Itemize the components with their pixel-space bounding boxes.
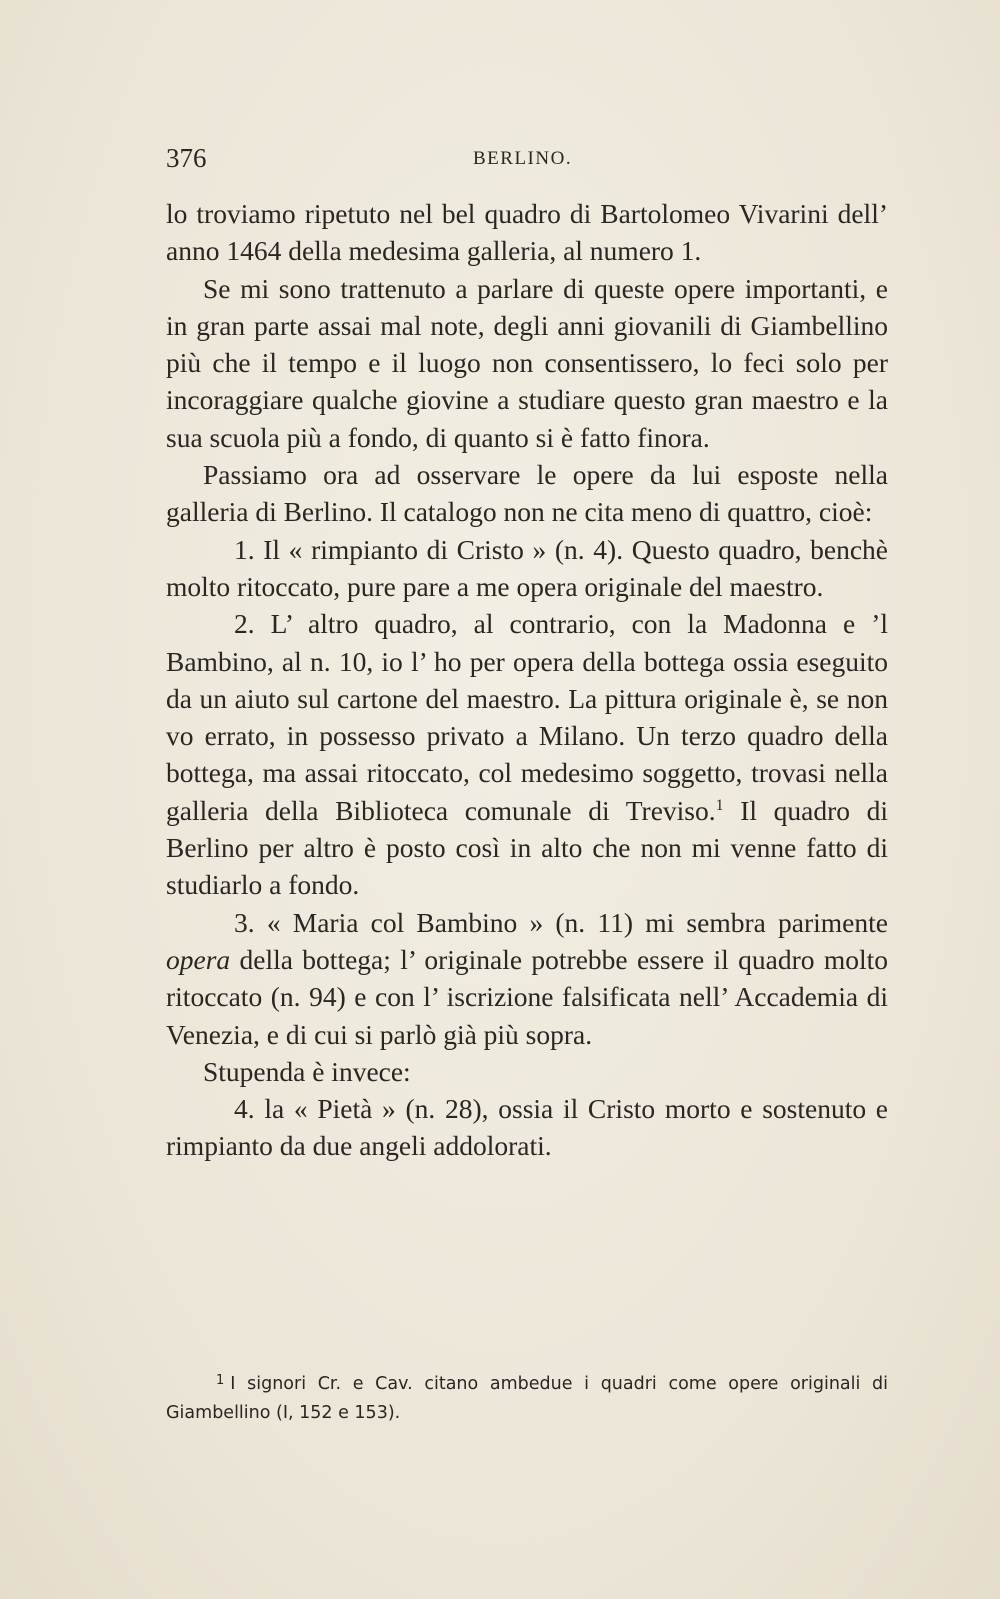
page-header (166, 143, 888, 175)
footnote-ref: 1 (715, 796, 724, 814)
paragraph-catalog: Passiamo ora ad osservare le opere da lui esposte nella galleria di Berlino. Il catalogo non ne cita meno di quattro, cioè: (166, 459, 888, 528)
list-item-3 (166, 904, 888, 1053)
footnote-number: 1 (216, 1373, 225, 1388)
italic-word: opera (166, 943, 231, 975)
body-text (166, 195, 888, 1165)
list-item-2 (166, 605, 888, 903)
running-head: BERLINO. (473, 148, 573, 169)
list-item-2-text-b: Il quadro di Berlino per altro è posto così in alto che non mi venne fatto di studiarlo a fondo. (166, 794, 888, 901)
paragraph-stupenda: Stupenda è invece: (203, 1055, 411, 1087)
list-item-1: 1. Il « rimpianto di Cristo » (n. 4). Questo quadro, benchè molto ritoccato, pure pare a me opera originale del maestro. (166, 533, 888, 602)
list-item-3-text-a: 3. « Maria col Bambino » (n. 11) mi sembra parimente (234, 906, 888, 938)
footnote-text: I signori Cr. e Cav. citano ambedue i quadri come opere originali di Giambellino (I, 152 e 153). (166, 1374, 888, 1423)
paragraph-intro: Se mi sono trattenuto a parlare di queste opere importanti, e in gran parte assai mal note, degli anni giovanili di Giambellino più che il tempo e il luogo non consentissero, lo feci solo per incoraggiare qualche giovine a studiare questo gran maestro e la sua scuola più a fondo, di quanto si è fatto finora. (166, 272, 888, 453)
paragraph-continuation: lo troviamo ripetuto nel bel quadro di Bartolomeo Vivarini dell’ anno 1464 della medesima galleria, al numero 1. (166, 198, 888, 267)
list-item-2-text-a: 2. L’ altro quadro, al contrario, con la Madonna e ’l Bambino, al n. 10, io l’ ho per opera della bottega ossia eseguito da un aiuto sul cartone del maestro. La pittura originale è, se non vo errato, in possesso privato a Milano. Un terzo quadro della bottega, ma assai ritoccato, col medesimo soggetto, trovasi nella galleria della Biblioteca comunale di Treviso. (166, 608, 888, 826)
footnote (166, 1366, 888, 1428)
page-number: 376 (166, 143, 207, 173)
list-item-3-text-b: della bottega; l’ originale potrebbe essere il quadro molto ritoccato (n. 94) e con l’ iscrizione falsificata nell’ Accademia di Venezia, e di cui si parlò già più sopra. (166, 943, 888, 1050)
list-item-4: 4. la « Pietà » (n. 28), ossia il Cristo morto e sostenuto e rimpianto da due angeli addolorati. (166, 1093, 888, 1162)
